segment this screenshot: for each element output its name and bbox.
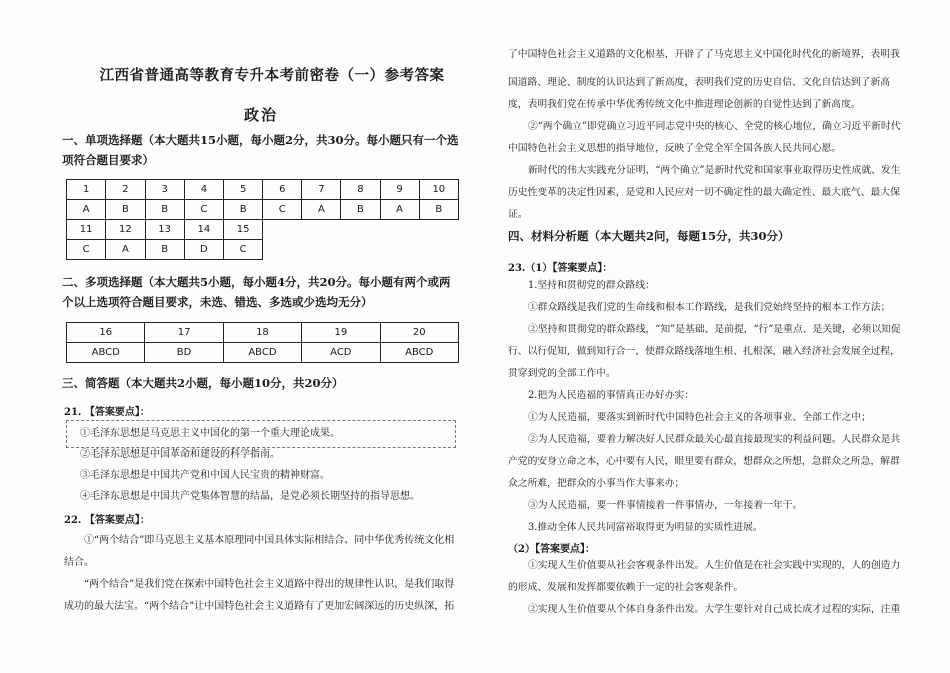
table-cell-empty xyxy=(419,240,458,260)
answer-line-1: 1.坚持和贯彻党的群众路线： xyxy=(528,280,655,291)
q23-1-heading: 23.（1）【答案要点】： xyxy=(508,263,613,274)
table-cell: 16 xyxy=(67,323,145,343)
table-cell: 1 xyxy=(67,180,106,200)
table-row xyxy=(67,343,459,363)
table-row xyxy=(67,323,459,343)
table-cell: A xyxy=(67,200,106,220)
single-choice-answer-table xyxy=(66,179,459,260)
table-cell: 7 xyxy=(302,180,341,200)
table-cell: B xyxy=(341,200,380,220)
table-cell: 8 xyxy=(341,180,380,200)
subject-title: 政治 xyxy=(243,106,278,124)
answer-line-7: ③为人民造福，要一件事情接着一件事情办，一年接着一年干。 xyxy=(528,500,803,511)
q21-heading: 21. 【答案要点】： xyxy=(64,407,150,418)
table-cell: 20 xyxy=(380,323,458,343)
table-cell: C xyxy=(224,240,263,260)
answer-line-6: ②为人民造福，要着力解决好人民群众最关心最直接最现实的利益问题。人民群众是共产党的安身立命之本，心中要有人民，眼里要有群众，想群众之所想，急群众之所急，解群众之所难，把群众的小事当作大事来办； xyxy=(508,434,901,489)
q21-point-4: ④毛泽东思想是中国共产党集体智慧的结晶，是党必须长期坚持的指导思想。 xyxy=(80,491,420,502)
table-cell-empty xyxy=(341,240,380,260)
table-cell: 6 xyxy=(263,180,302,200)
multiple-choice-answer-table xyxy=(66,322,459,363)
q22-heading: 22. 【答案要点】： xyxy=(64,515,150,526)
table-cell: D xyxy=(184,240,223,260)
answer-line-4: 2.把为人民造福的事情真正办好办实： xyxy=(528,390,695,401)
table-cell: B xyxy=(145,200,184,220)
section2-heading: 二、多项选择题（本大题共5小题，每小题4分，共20分。每小题有两个或两个以上选项符合题目要求，未选、错选、多选或少选均无分） xyxy=(62,275,451,309)
answer-line-9: ①实现人生价值要从社会客观条件出发。人生价值是在社会实践中实现的，人的创造力的形成、发展和发挥都要依赖于一定的社会客观条件。 xyxy=(508,560,901,593)
table-cell: ABCD xyxy=(380,343,458,363)
text-line-cutoff: 了中国特色社会主义道路的文化根基，开辟了了马克思主义中国化时代化的新境界，表明我 xyxy=(508,49,900,60)
table-cell: 15 xyxy=(224,220,263,240)
table-cell: BD xyxy=(145,343,223,363)
q22-paragraph-2: “两个结合”是我们党在探索中国特色社会主义道路中得出的规律性认识，是我们取得成功的最大法宝。“两个结合”让中国特色社会主义道路有了更加宏阔深远的历史纵深，拓 xyxy=(64,579,455,612)
table-cell: C xyxy=(263,200,302,220)
table-cell-empty xyxy=(419,220,458,240)
q21-point-3: ③毛泽东思想是中国共产党和中国人民宝贵的精神财富。 xyxy=(80,470,330,481)
table-cell-empty xyxy=(302,240,341,260)
table-cell: 4 xyxy=(184,180,223,200)
table-cell: 3 xyxy=(145,180,184,200)
answer-line-2: ①群众路线是我们党的生命线和根本工作路线，是我们党始终坚持的根本工作方法； xyxy=(528,302,891,313)
table-cell: A xyxy=(302,200,341,220)
table-cell-empty xyxy=(302,220,341,240)
table-row xyxy=(67,180,459,200)
table-cell: C xyxy=(184,200,223,220)
table-cell-empty xyxy=(263,220,302,240)
table-cell: 11 xyxy=(67,220,106,240)
section3-heading: 三、简答题（本大题共2小题，每小题10分，共20分） xyxy=(62,376,344,390)
table-cell-empty xyxy=(380,220,419,240)
paragraph-two-establishments: ②“两个确立”即党确立习近平同志党中央的核心、全党的核心地位，确立习近平新时代中国特色社会主义思想的指导地位，反映了全党全军全国各族人民共同心愿。 xyxy=(508,121,901,154)
answer-line-10: ②实现人生价值要从个体自身条件出发。大学生要针对自己成长成才过程的实际，注重 xyxy=(528,604,901,615)
table-row xyxy=(67,220,459,240)
section4-heading: 四、材料分析题（本大题共2问，每题15分，共30分） xyxy=(508,229,790,243)
table-cell: ACD xyxy=(302,343,380,363)
table-cell: B xyxy=(106,200,145,220)
table-cell: 13 xyxy=(145,220,184,240)
table-cell: 17 xyxy=(145,323,223,343)
table-cell: 14 xyxy=(184,220,223,240)
table-row xyxy=(67,200,459,220)
q21-point-1: ①毛泽东思想是马克思主义中国化的第一个重大理论成果。 xyxy=(80,428,340,439)
answer-line-3: ②坚持和贯彻党的群众路线，“知”是基础、是前提，“行”是重点、是关键，必须以知促行、以行促知，做到知行合一，使群众路线落地生根、扎根深，融入经济社会发展全过程，贯穿到党的全部工作中。 xyxy=(508,324,901,379)
section1-heading: 一、单项选择题（本大题共15小题，每小题2分，共30分。每小题只有一个选项符合题目要求） xyxy=(62,133,459,167)
answer-line-5: ①为人民造福，要落实到新时代中国特色社会主义的各项事业、全部工作之中； xyxy=(528,412,871,423)
table-cell: 5 xyxy=(224,180,263,200)
table-cell-empty xyxy=(263,240,302,260)
table-cell: 19 xyxy=(302,323,380,343)
table-cell: 10 xyxy=(419,180,458,200)
table-cell: 9 xyxy=(380,180,419,200)
table-cell: ABCD xyxy=(67,343,145,363)
paragraph-new-era: 新时代的伟大实践充分证明，“两个确立”是新时代党和国家事业取得历史性成就、发生历史性变革的决定性因素，是党和人民应对一切不确定性的最大确定性、最大底气、最大保证。 xyxy=(508,165,901,220)
table-cell: B xyxy=(224,200,263,220)
table-cell: 12 xyxy=(106,220,145,240)
table-cell-empty xyxy=(380,240,419,260)
table-cell: 2 xyxy=(106,180,145,200)
paragraph-continued: 国道路、理论、制度的认识达到了新高度，表明我们党的历史自信、文化自信达到了新高度，表明我们党在传承中华优秀传统文化中推进理论创新的自觉性达到了新高度。 xyxy=(508,77,891,110)
table-cell: 18 xyxy=(223,323,301,343)
document-title: 江西省普通高等教育专升本考前密卷（一）参考答案 xyxy=(99,67,445,84)
table-row xyxy=(67,240,459,260)
q21-point-2: ②毛泽东思想是中国革命和建设的科学指南。 xyxy=(80,449,280,460)
table-cell: B xyxy=(419,200,458,220)
q22-paragraph-1: ①“两个结合”即马克思主义基本原理同中国具体实际相结合、同中华优秀传统文化相结合。 xyxy=(64,535,455,568)
table-cell: A xyxy=(106,240,145,260)
table-cell: B xyxy=(145,240,184,260)
table-cell: A xyxy=(380,200,419,220)
answer-line-8: 3.推动全体人民共同富裕取得更为明显的实质性进展。 xyxy=(528,522,763,533)
table-cell-empty xyxy=(341,220,380,240)
q23-2-heading: （2）【答案要点】： xyxy=(508,544,595,555)
table-cell: C xyxy=(67,240,106,260)
table-cell: ABCD xyxy=(223,343,301,363)
